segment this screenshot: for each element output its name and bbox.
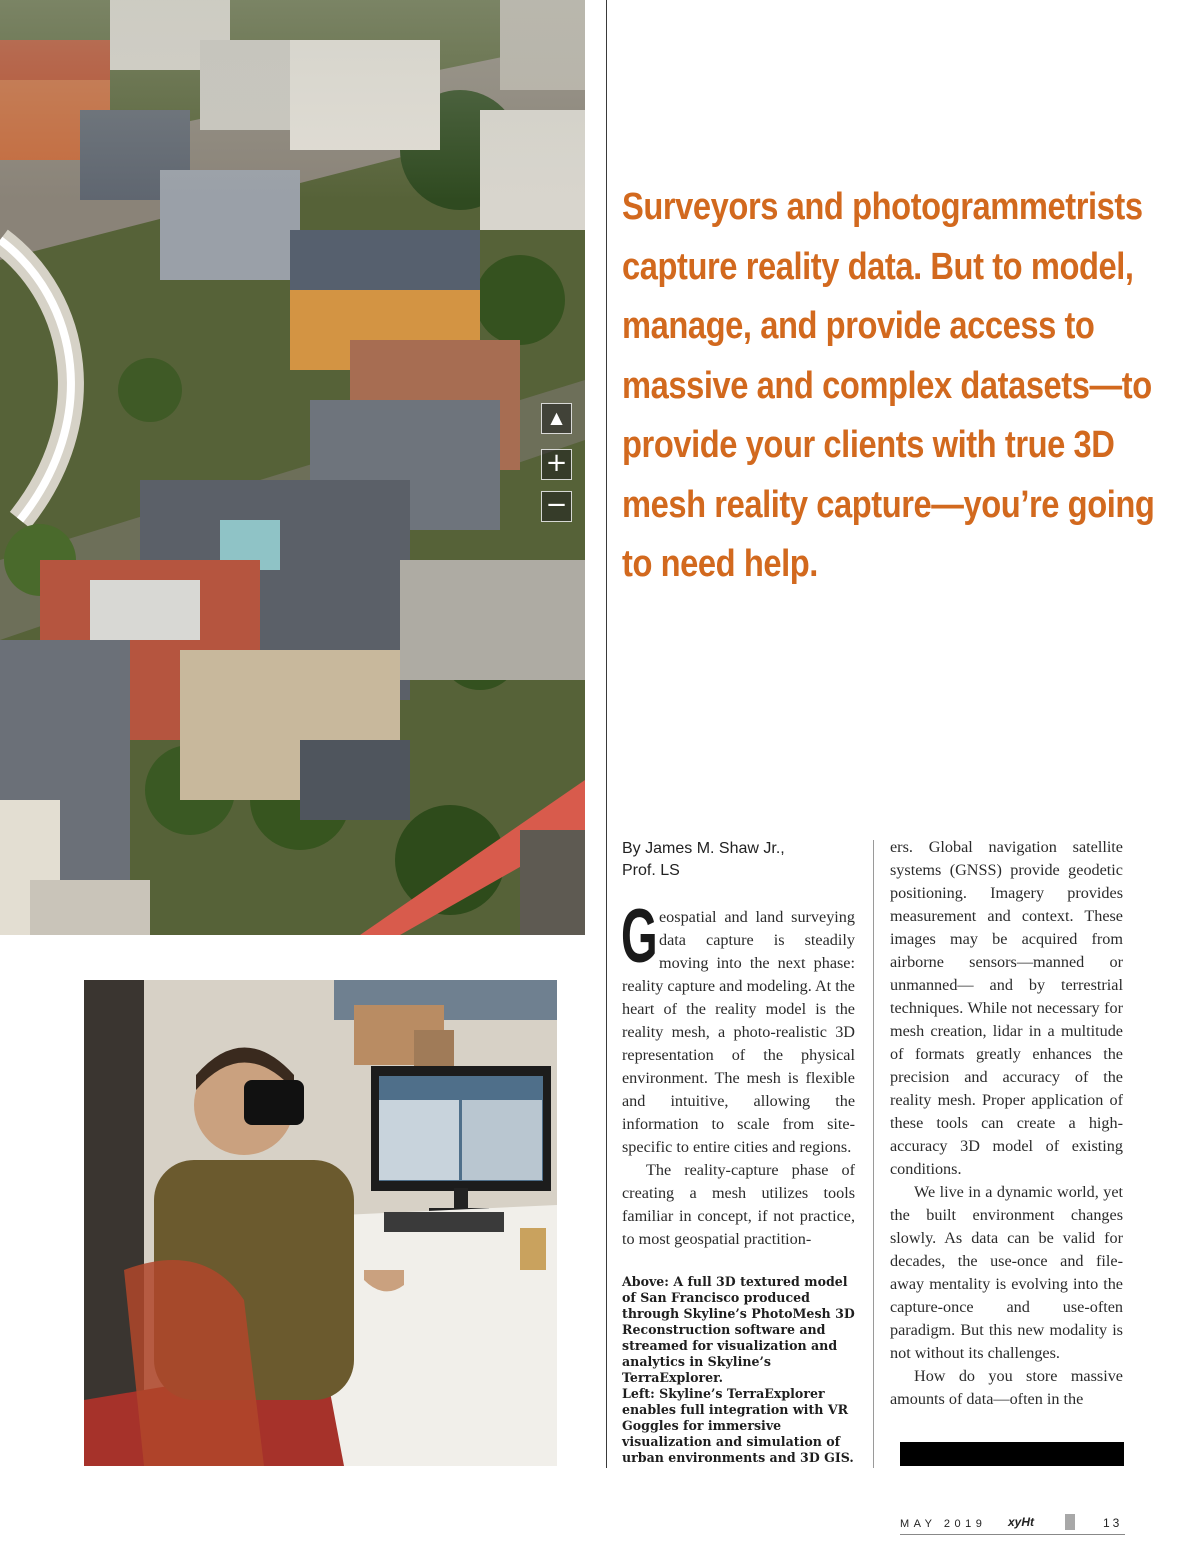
vr-goggles-photo [84, 980, 557, 1466]
headline: Surveyors and photogrammetrists capture reality data. But to model, manage, and provide access to massive and complex datasets—to provide your clients with true 3D mesh reality capture—you’re going to need help. [622, 186, 1155, 585]
footer-rule [900, 1534, 1125, 1535]
article-paragraph: We live in a dynamic world, yet the built environment changes slowly. As data can be valid for decades, the use-once and file-away mentality is evolving into the capture-once and use-often paradigm. But this new modality is not without its challenges. [890, 1183, 1123, 1362]
article-paragraph [621, 894, 855, 1159]
article-column-2 [890, 836, 1123, 1411]
caption-left: Left: Skyline’s TerraExplorer enables full integration with VR Goggles for immersive visualization and simulation of urban environments and 3D GIS. [622, 1386, 854, 1465]
article-paragraph: ers. Global navigation satellite systems (GNSS) provide geodetic positioning. Imagery provides measurement and context. These images may be acquired from airborne sensors—manned or unmanned— and by terrestrial techniques. While not necessary for mesh creation, lidar in a multitude of formats greatly enhances the precision and accuracy of the reality mesh. Proper application of these tools can create a high-accuracy 3D model of existing conditions. [890, 838, 1123, 1178]
column-divider-rule [873, 840, 874, 1468]
aerial-city-illustration [0, 0, 585, 935]
main-column-rule [606, 0, 607, 1468]
footer-page-number: 13 [1103, 1516, 1123, 1530]
drop-cap: G [621, 894, 658, 979]
byline [622, 838, 862, 882]
caption-above: Above: A full 3D textured model of San Francisco produced through Skyline’s PhotoMesh 3D Reconstruction software and streamed for visualization and analytics in Skyline’s TerraExplorer. [622, 1274, 855, 1385]
paragraph-text: eospatial and land surveying data capture is steadily moving into the next phase: reality capture and modeling. At the heart of the reality model is the reality mesh, a photo-realistic 3D representation of the physical environment. The mesh is flexible and intuitive, allowing the information to scale from site-specific to entire cities and regions. [622, 908, 855, 1156]
page-footer [900, 1514, 1125, 1534]
zoom-out-button[interactable]: − [541, 491, 572, 522]
article-paragraph: How do you store massive amounts of data—often in the [890, 1367, 1123, 1408]
zoom-in-button[interactable]: + [541, 449, 572, 480]
aerial-city-image [0, 0, 585, 935]
vr-demo-illustration [84, 980, 557, 1466]
footer-gray-block [1065, 1514, 1075, 1530]
black-bar [900, 1442, 1124, 1466]
byline-credentials: Prof. LS [622, 862, 680, 879]
article-column-1 [621, 894, 855, 1251]
compass-icon[interactable]: ▲ [541, 403, 572, 434]
article-paragraph: The reality-capture phase of creating a mesh utilizes tools familiar in concept, if not practice, to most geospatial practition- [622, 1161, 855, 1248]
footer-issue-date: MAY 2019 [900, 1518, 987, 1530]
footer-magazine-name: xyHt [1008, 1515, 1035, 1529]
byline-author: By James M. Shaw Jr., [622, 840, 785, 857]
